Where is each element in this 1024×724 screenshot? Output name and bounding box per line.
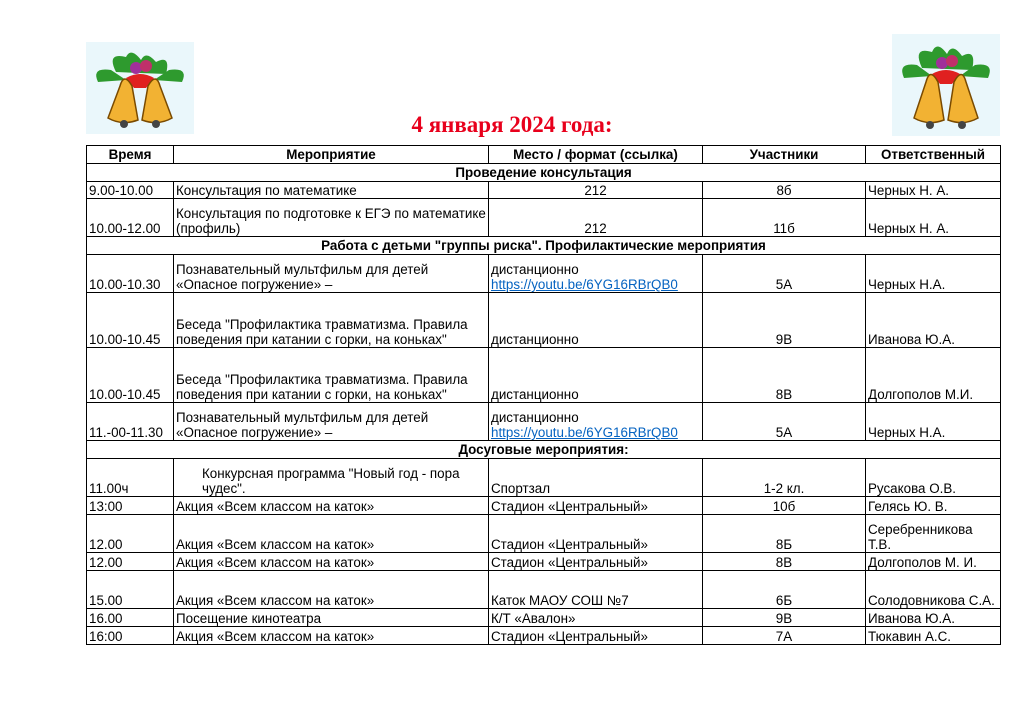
- place-text: Стадион «Центральный»: [491, 499, 648, 514]
- cell-time: 12.00: [87, 515, 174, 553]
- cell-place: [489, 497, 703, 515]
- place-text: Стадион «Центральный»: [491, 555, 648, 570]
- cell-event: Познавательный мультфильм для детей «Опасное погружение» –: [174, 403, 489, 441]
- section-row: [87, 164, 1001, 182]
- cell-event: Консультация по математике: [174, 182, 489, 199]
- place-text: дистанционно: [491, 410, 579, 425]
- cell-responsible: Иванова Ю.А.: [866, 609, 1001, 627]
- cell-participants: 8В: [703, 553, 866, 571]
- cell-place: [489, 627, 703, 645]
- section-title: Досуговые мероприятия:: [87, 441, 1001, 459]
- cell-responsible: Черных Н.А.: [866, 255, 1001, 293]
- cell-place: [489, 182, 703, 199]
- cell-time: 10.00-10.45: [87, 348, 174, 403]
- cell-event: Консультация по подготовке к ЕГЭ по математике (профиль): [174, 199, 489, 237]
- cell-responsible: Долгополов М. И.: [866, 553, 1001, 571]
- cell-place: [489, 553, 703, 571]
- header-participants: Участники: [703, 146, 866, 164]
- header-place: Место / формат (ссылка): [489, 146, 703, 164]
- table-row: [87, 609, 1001, 627]
- video-link[interactable]: https://youtu.be/6YG16RBrQB0: [491, 277, 678, 292]
- cell-responsible: Серебренникова Т.В.: [866, 515, 1001, 553]
- cell-time: 15.00: [87, 571, 174, 609]
- cell-place: [489, 609, 703, 627]
- place-text: дистанционно: [491, 262, 579, 277]
- cell-event: Акция «Всем классом на каток»: [174, 497, 489, 515]
- cell-event: Познавательный мультфильм для детей «Опасное погружение» –: [174, 255, 489, 293]
- cell-event: Акция «Всем классом на каток»: [174, 571, 489, 609]
- cell-responsible: Черных Н.А.: [866, 403, 1001, 441]
- table-row: [87, 553, 1001, 571]
- cell-event: Акция «Всем классом на каток»: [174, 553, 489, 571]
- header-time: Время: [87, 146, 174, 164]
- cell-participants: 5А: [703, 403, 866, 441]
- cell-responsible: Солодовникова С.А.: [866, 571, 1001, 609]
- place-text: К/Т «Авалон»: [491, 611, 576, 626]
- table-row: [87, 571, 1001, 609]
- cell-place: [489, 348, 703, 403]
- cell-place: [489, 459, 703, 497]
- cell-time: 9.00-10.00: [87, 182, 174, 199]
- table-row: [87, 515, 1001, 553]
- cell-time: 16:00: [87, 627, 174, 645]
- cell-time: 10.00-10.30: [87, 255, 174, 293]
- cell-time: 10.00-10.45: [87, 293, 174, 348]
- place-text: Стадион «Центральный»: [491, 629, 648, 644]
- cell-participants: 7А: [703, 627, 866, 645]
- place-text: Стадион «Центральный»: [491, 537, 648, 552]
- cell-place: [489, 403, 703, 441]
- page-title: 4 января 2024 года:: [411, 112, 613, 137]
- table-row: [87, 182, 1001, 199]
- cell-event: Конкурсная программа "Новый год - пора чудес".: [174, 459, 489, 497]
- cell-place: [489, 515, 703, 553]
- section-title: Проведение консультация: [87, 164, 1001, 182]
- cell-place: [489, 571, 703, 609]
- table-row: [87, 403, 1001, 441]
- cell-event: Беседа "Профилактика травматизма. Правила поведения при катании с горки, на коньках": [174, 293, 489, 348]
- cell-responsible: Русакова О.В.: [866, 459, 1001, 497]
- place-text: 212: [584, 183, 607, 198]
- cell-event: Акция «Всем классом на каток»: [174, 515, 489, 553]
- header-event: Мероприятие: [174, 146, 489, 164]
- cell-time: 10.00-12.00: [87, 199, 174, 237]
- cell-responsible: Иванова Ю.А.: [866, 293, 1001, 348]
- section-row: [87, 237, 1001, 255]
- cell-participants: 1-2 кл.: [703, 459, 866, 497]
- table-header-row: [87, 146, 1001, 164]
- cell-responsible: Черных Н. А.: [866, 182, 1001, 199]
- cell-participants: 8Б: [703, 515, 866, 553]
- cell-time: 11.00ч: [87, 459, 174, 497]
- table-row: [87, 497, 1001, 515]
- cell-place: [489, 199, 703, 237]
- cell-participants: 10б: [703, 497, 866, 515]
- cell-participants: 8б: [703, 182, 866, 199]
- table-row: [87, 293, 1001, 348]
- cell-time: 16.00: [87, 609, 174, 627]
- cell-responsible: Тюкавин А.С.: [866, 627, 1001, 645]
- cell-time: 11.-00-11.30: [87, 403, 174, 441]
- cell-event: Посещение кинотеатра: [174, 609, 489, 627]
- table-row: [87, 459, 1001, 497]
- table-row: [87, 348, 1001, 403]
- cell-participants: 9В: [703, 293, 866, 348]
- section-title: Работа с детьми "группы риска". Профилактические мероприятия: [87, 237, 1001, 255]
- cell-place: [489, 293, 703, 348]
- cell-participants: 11б: [703, 199, 866, 237]
- cell-participants: 5А: [703, 255, 866, 293]
- table-row: [87, 255, 1001, 293]
- cell-time: 13:00: [87, 497, 174, 515]
- place-text: дистанционно: [491, 387, 579, 402]
- cell-place: [489, 255, 703, 293]
- cell-responsible: Гелясь Ю. В.: [866, 497, 1001, 515]
- cell-time: 12.00: [87, 553, 174, 571]
- place-text: Спортзал: [491, 481, 551, 496]
- cell-participants: 8В: [703, 348, 866, 403]
- cell-participants: 9В: [703, 609, 866, 627]
- cell-responsible: Долгополов М.И.: [866, 348, 1001, 403]
- place-text: Каток МАОУ СОШ №7: [491, 593, 629, 608]
- place-text: 212: [584, 221, 607, 236]
- table-row: [87, 627, 1001, 645]
- video-link[interactable]: https://youtu.be/6YG16RBrQB0: [491, 425, 678, 440]
- table-row: [87, 199, 1001, 237]
- cell-responsible: Черных Н. А.: [866, 199, 1001, 237]
- place-text: дистанционно: [491, 332, 579, 347]
- cell-event: Беседа "Профилактика травматизма. Правила поведения при катании с горки, на коньках": [174, 348, 489, 403]
- schedule-table: [86, 145, 1001, 645]
- cell-event: Акция «Всем классом на каток»: [174, 627, 489, 645]
- section-row: [87, 441, 1001, 459]
- cell-participants: 6Б: [703, 571, 866, 609]
- header-responsible: Ответственный: [866, 146, 1001, 164]
- table-body: [87, 164, 1001, 645]
